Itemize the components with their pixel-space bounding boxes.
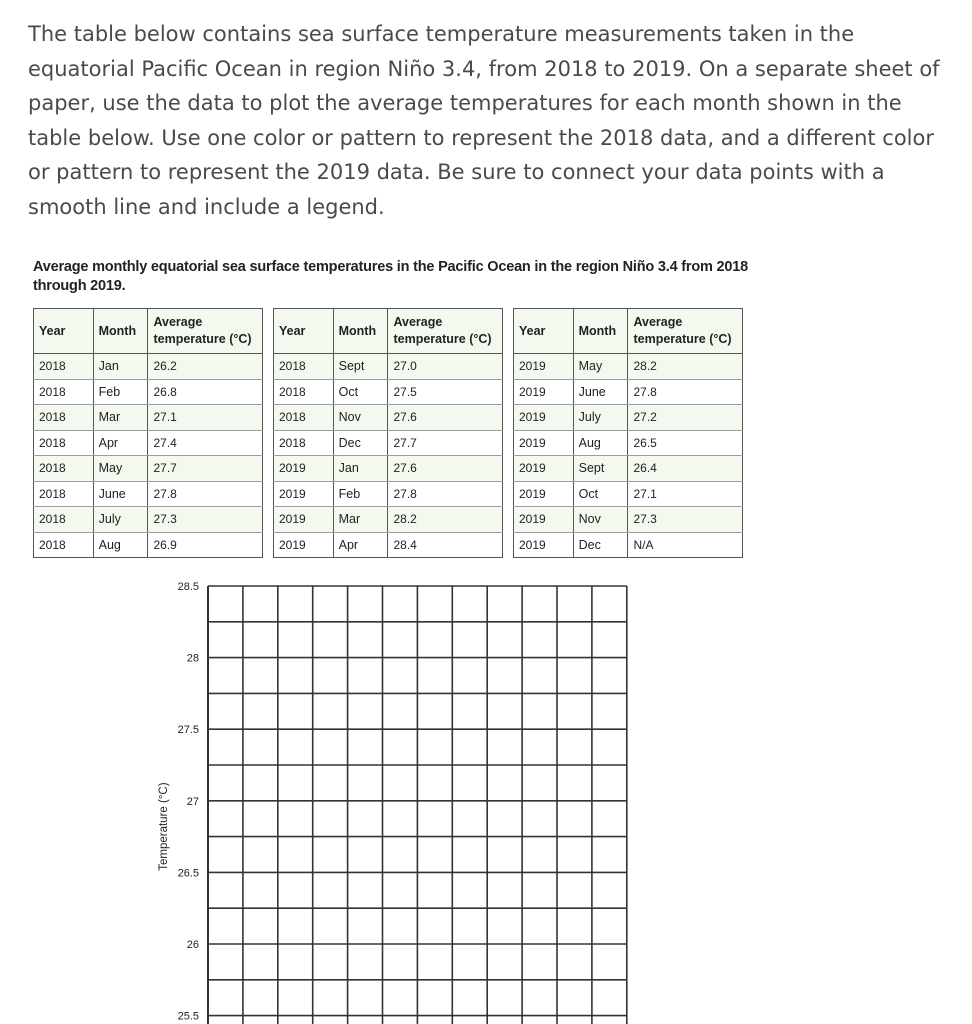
year-cell: 2018 xyxy=(34,430,94,456)
table-caption: Average monthly equatorial sea surface temperatures in the Pacific Ocean in the region Niño 3.4 from 2018 through 2019. xyxy=(33,259,748,294)
temperature-cell: 27.7 xyxy=(388,430,503,456)
temperature-cell: 26.9 xyxy=(148,532,263,558)
y-tick-label: 26 xyxy=(186,939,199,951)
year-cell: 2018 xyxy=(34,379,94,405)
month-cell: Aug xyxy=(573,430,628,456)
year-cell: 2019 xyxy=(274,481,334,507)
year-cell: 2019 xyxy=(514,507,574,533)
table-row xyxy=(514,481,743,507)
month-cell: Sept xyxy=(573,456,628,482)
intro-paragraph: The table below contains sea surface temperature measurements taken in the equatorial Pacific Ocean in region Niño 3.4, from 2018 to 2019. On a separate sheet of paper, use the data to plot the average temperatures for each month shown in the table below. Use one color or pattern to represent the 2018 data, and a different color or pattern to represent the 2019 data. Be sure to connect your data points with a smooth line and include a legend. xyxy=(28,22,940,219)
table-row xyxy=(274,481,503,507)
temperature-cell: 27.0 xyxy=(388,354,503,380)
y-tick-label: 27.5 xyxy=(177,724,199,737)
year-cell: 2018 xyxy=(274,354,334,380)
year-cell: 2019 xyxy=(514,430,574,456)
temperature-cell: 27.4 xyxy=(148,430,263,456)
y-tick-label: 25.5 xyxy=(177,1010,199,1023)
y-tick-label: 27 xyxy=(186,795,199,808)
month-header: Month xyxy=(573,309,628,354)
year-cell: 2018 xyxy=(34,481,94,507)
month-cell: Nov xyxy=(333,405,388,431)
year-cell: 2018 xyxy=(274,430,334,456)
temperature-cell: 27.8 xyxy=(148,481,263,507)
temperature-cell: 27.8 xyxy=(628,379,743,405)
table-row xyxy=(274,456,503,482)
temperature-header: Average temperature (°C) xyxy=(388,309,503,354)
year-cell: 2018 xyxy=(34,456,94,482)
table-row xyxy=(34,456,263,482)
temperature-cell: 27.1 xyxy=(628,481,743,507)
table-row xyxy=(274,354,503,380)
table-row xyxy=(34,354,263,380)
temperature-cell: 27.7 xyxy=(148,456,263,482)
year-cell: 2019 xyxy=(514,405,574,431)
month-cell: June xyxy=(93,481,148,507)
year-cell: 2019 xyxy=(274,507,334,533)
table-row xyxy=(514,456,743,482)
y-axis-label: Temperature (°C) xyxy=(158,782,170,871)
table-row xyxy=(274,532,503,558)
temperature-cell: 27.1 xyxy=(148,405,263,431)
month-cell: July xyxy=(573,405,628,431)
table-row xyxy=(514,379,743,405)
month-cell: Mar xyxy=(93,405,148,431)
table-row xyxy=(274,430,503,456)
table-row xyxy=(514,405,743,431)
year-cell: 2019 xyxy=(274,456,334,482)
table-row xyxy=(34,430,263,456)
year-cell: 2018 xyxy=(274,379,334,405)
year-cell: 2019 xyxy=(514,354,574,380)
month-cell: June xyxy=(573,379,628,405)
temperature-table-2 xyxy=(273,308,503,558)
y-tick-label: 28 xyxy=(186,652,199,665)
temperature-header: Average temperature (°C) xyxy=(628,309,743,354)
y-tick-label: 28.5 xyxy=(177,581,199,593)
temperature-cell: 26.4 xyxy=(628,456,743,482)
year-cell: 2018 xyxy=(34,405,94,431)
table-row xyxy=(514,354,743,380)
table-row xyxy=(34,532,263,558)
month-cell: Apr xyxy=(333,532,388,558)
table-row xyxy=(34,405,263,431)
y-tick-labels xyxy=(178,581,199,1024)
year-header: Year xyxy=(34,309,94,354)
temperature-table-1 xyxy=(33,308,263,558)
year-header: Year xyxy=(514,309,574,354)
year-cell: 2018 xyxy=(274,405,334,431)
temperature-cell: 28.2 xyxy=(388,507,503,533)
month-cell: Jan xyxy=(93,354,148,380)
y-tick-label: 26.5 xyxy=(177,867,199,880)
temperature-cell: 27.2 xyxy=(628,405,743,431)
month-cell: Jan xyxy=(333,456,388,482)
temperature-cell: 26.8 xyxy=(148,379,263,405)
year-cell: 2019 xyxy=(514,481,574,507)
month-cell: Feb xyxy=(333,481,388,507)
temperature-cell: 27.8 xyxy=(388,481,503,507)
month-cell: Feb xyxy=(93,379,148,405)
graph-grid xyxy=(208,586,627,1024)
year-cell: 2019 xyxy=(274,532,334,558)
table-row xyxy=(514,507,743,533)
year-cell: 2018 xyxy=(34,532,94,558)
year-header: Year xyxy=(274,309,334,354)
month-header: Month xyxy=(93,309,148,354)
temperature-cell: 28.2 xyxy=(628,354,743,380)
month-cell: Dec xyxy=(573,532,628,558)
month-cell: Dec xyxy=(333,430,388,456)
table-row xyxy=(34,507,263,533)
temperature-cell: 27.6 xyxy=(388,405,503,431)
temperature-cell: 27.5 xyxy=(388,379,503,405)
temperature-cell: 28.4 xyxy=(388,532,503,558)
temperature-cell: 26.5 xyxy=(628,430,743,456)
table-row xyxy=(274,379,503,405)
temperature-header: Average temperature (°C) xyxy=(148,309,263,354)
month-header: Month xyxy=(333,309,388,354)
month-cell: May xyxy=(573,354,628,380)
year-cell: 2018 xyxy=(34,354,94,380)
month-cell: July xyxy=(93,507,148,533)
month-cell: Aug xyxy=(93,532,148,558)
table-row xyxy=(274,507,503,533)
temperature-cell: 26.2 xyxy=(148,354,263,380)
temperature-cell: N/A xyxy=(628,532,743,558)
month-cell: May xyxy=(93,456,148,482)
year-cell: 2019 xyxy=(514,456,574,482)
month-cell: Sept xyxy=(333,354,388,380)
table-row xyxy=(514,430,743,456)
month-cell: Nov xyxy=(573,507,628,533)
table-row xyxy=(514,532,743,558)
table-row xyxy=(274,405,503,431)
blank-temperature-graph xyxy=(140,572,630,1023)
month-cell: Apr xyxy=(93,430,148,456)
year-cell: 2018 xyxy=(34,507,94,533)
month-cell: Oct xyxy=(333,379,388,405)
temperature-table-3 xyxy=(513,308,743,558)
month-cell: Oct xyxy=(573,481,628,507)
table-row xyxy=(34,481,263,507)
table-row xyxy=(34,379,263,405)
month-cell: Mar xyxy=(333,507,388,533)
year-cell: 2019 xyxy=(514,379,574,405)
temperature-cell: 27.3 xyxy=(628,507,743,533)
temperature-cell: 27.6 xyxy=(388,456,503,482)
temperature-cell: 27.3 xyxy=(148,507,263,533)
year-cell: 2019 xyxy=(514,532,574,558)
